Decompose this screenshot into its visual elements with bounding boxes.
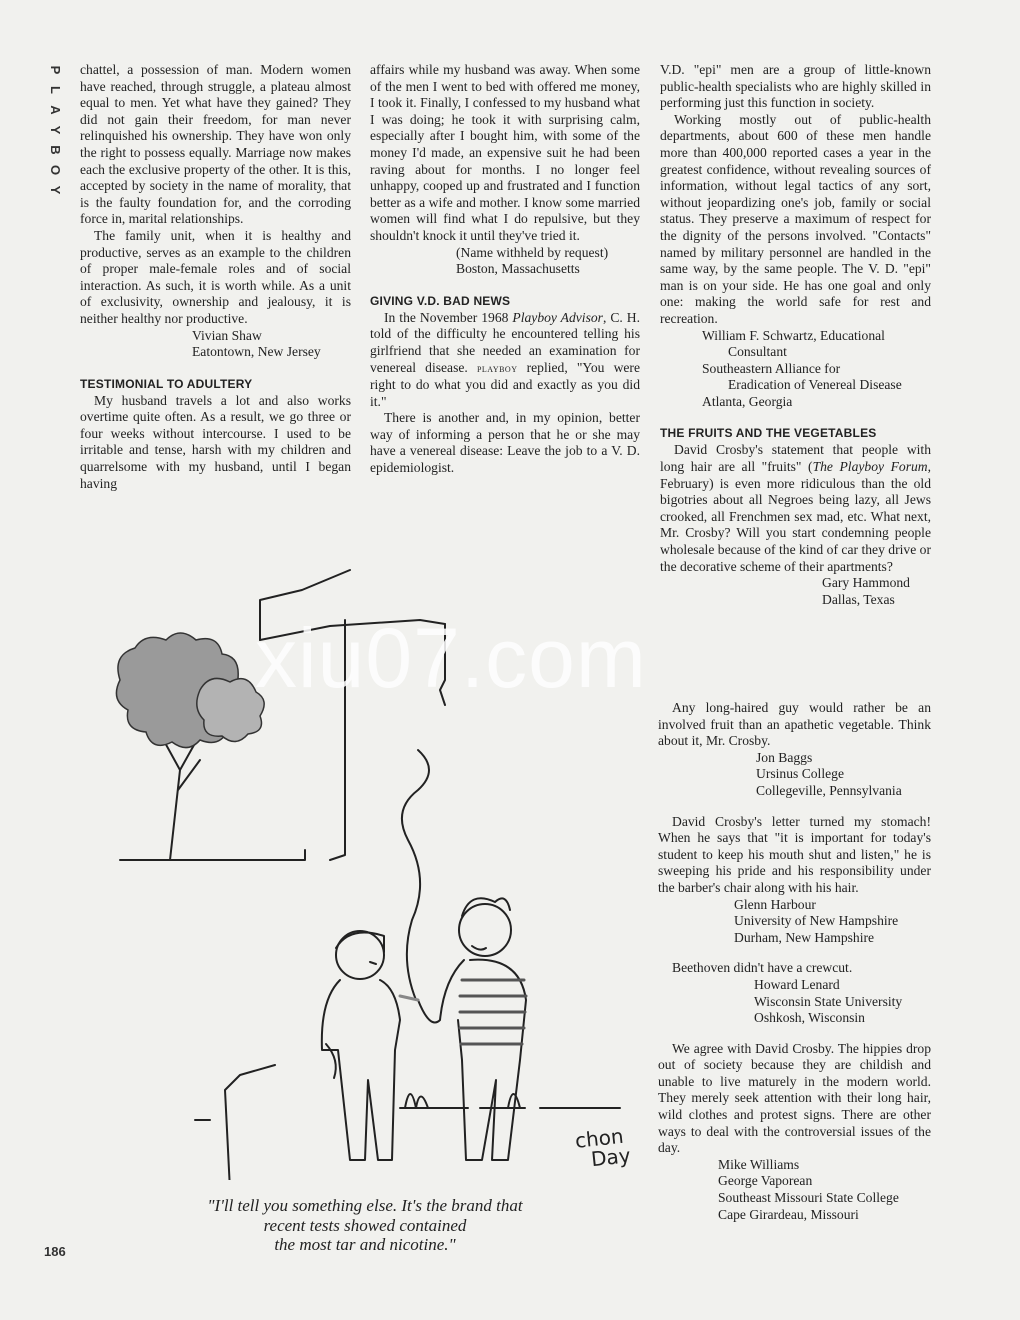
signature-word: chon bbox=[573, 1123, 625, 1153]
signature-place: Durham, New Hampshire bbox=[734, 929, 875, 945]
signature-line: Southeast Missouri State College bbox=[718, 1190, 899, 1206]
signature-name: George Vaporean bbox=[718, 1173, 813, 1189]
caption-line: recent tests showed contained bbox=[263, 1215, 467, 1235]
letter-signature bbox=[660, 328, 931, 411]
signature-place: Collegeville, Pennsylvania bbox=[756, 782, 902, 798]
signature-word: Day bbox=[589, 1143, 632, 1172]
tree-foliage bbox=[116, 633, 264, 748]
side-title-letter: A bbox=[48, 105, 63, 115]
right-kid-hair bbox=[462, 898, 510, 916]
text-run: replied, "You were right to do what you did and exactly as you did it." bbox=[370, 359, 640, 409]
signature-line: Consultant bbox=[728, 344, 787, 360]
letter-signature bbox=[80, 328, 351, 361]
right-kid-body bbox=[458, 960, 526, 1160]
signature-place: Dallas, Texas bbox=[822, 591, 895, 607]
cartoon-caption bbox=[130, 1196, 600, 1255]
text-run: , February) is even more ridiculous than the old bigotries about all Negroes being lazy, all Jews crooked, all Frenchmen sex mad, etc. What next, Mr. Crosby? Will you start condemning people wholesale because of the kind of car they drive or the decorative scheme of their apartments? bbox=[660, 459, 932, 574]
column-1 bbox=[80, 62, 351, 492]
cartoonist-signature bbox=[574, 1125, 631, 1170]
left-kid-body bbox=[322, 980, 400, 1160]
letter-signature bbox=[658, 1157, 931, 1223]
signature-line: Wisconsin State University bbox=[754, 993, 903, 1009]
text-run: In the November 1968 bbox=[384, 309, 513, 325]
signature-line: William F. Schwartz, Educational bbox=[702, 327, 885, 343]
side-title-letter: Y bbox=[48, 125, 63, 135]
signature-place: Boston, Massachusetts bbox=[456, 261, 580, 277]
signature-place: Cape Girardeau, Missouri bbox=[718, 1206, 859, 1222]
letter-paragraph: Any long-haired guy would rather be an involved fruit than an apathetic vegetable. Think about it, Mr. Crosby. bbox=[658, 700, 931, 749]
signature-line: Atlanta, Georgia bbox=[702, 393, 793, 409]
watermark-text: xiu07.com bbox=[255, 611, 647, 705]
letter-paragraph: My husband travels a lot and also works overtime quite often. As a result, we go three or four weeks without intercourse. I used to be irritable and tense, harsh with my children and quarrelsome with my husband, until I began having bbox=[80, 392, 351, 491]
italic-title: Playboy Advisor bbox=[512, 309, 603, 325]
section-heading: THE FRUITS AND THE VEGETABLES bbox=[660, 426, 877, 441]
letter-paragraph: affairs while my husband was away. When some of the men I went to bed with offered me money, I took it. Finally, I confessed to my husband what I was doing; he took it with surprising calm, especially after I bought him, with some of the money I'd made, an expensive suit he had been raving about for months. I no longer feel unhappy, cooped up and frustrated and I function better as a wife and mother. I know some married women will find what I do repulsive, but they shouldn't knock it until they've tried it. bbox=[370, 62, 640, 243]
side-title-letter: P bbox=[48, 65, 63, 75]
letter-signature bbox=[660, 575, 931, 608]
letter-paragraph: The family unit, when it is healthy and productive, serves as an example to the children of proper male-female roles and of social interaction. As such, it is worth while. As a unit of exclusivity, ownership and jealousy, it is neither healthy nor productive. bbox=[80, 227, 351, 326]
side-title-letter: O bbox=[48, 164, 63, 176]
caption-line: the most tar and nicotine." bbox=[274, 1235, 456, 1254]
signature-name: Jon Baggs bbox=[756, 749, 813, 765]
letter-paragraph: David Crosby's letter turned my stomach! When he says that "it is important for today's student to keep his mouth shut and listen," he is sweeping his pride and his responsibility under the barber's chair along with his hair. bbox=[658, 813, 931, 895]
letter-paragraph: V.D. "epi" men are a group of little-known public-health specialists who are highly skilled in performing just this function in society. bbox=[660, 62, 931, 111]
cigarette-smoke bbox=[402, 750, 429, 1000]
left-kid-cap bbox=[336, 932, 384, 952]
section-heading: TESTIMONIAL TO ADULTERY bbox=[80, 376, 253, 391]
letter-paragraph: Working mostly out of public-health departments, about 600 of these men handle more than 400,000 reported cases a year in the greatest confidence, without revealing sources of information, without legal tactics of any sort, without jeopardizing one's job, family or social status. They preserve a maximum of respect for the dignity of the persons involved. "Contacts" named by military personnel are handled in the same way, by the same people. The V. D. "epi" man is on your side. He has one goal and only one: making the world safe for rest and recreation. bbox=[660, 111, 931, 326]
text-run: David Crosby's statement that people with long hair are all "fruits" ( bbox=[660, 442, 931, 475]
letter-paragraph: chattel, a possession of man. Modern women have reached, through struggle, a plateau almost equal to men. Yet what have they gained? They did not gain their freedom, for man never relinquished his ownership. They have won only the right to possess equally. Marriage now makes each the exclusive property of the other. It is this, accepted by society in the name of morality, that is the faulty foundation for, and the corroding force in, marital relationships. bbox=[80, 62, 351, 227]
side-title-letter: Y bbox=[48, 185, 63, 195]
side-title-letter: L bbox=[48, 86, 63, 94]
letter-signature bbox=[658, 750, 931, 800]
signature-name: Gary Hammond bbox=[822, 575, 910, 591]
column-3 bbox=[660, 62, 931, 608]
letter-paragraph: Beethoven didn't have a crewcut. bbox=[672, 960, 853, 976]
letter-signature bbox=[658, 977, 931, 1027]
signature-name: Mike Williams bbox=[718, 1156, 800, 1172]
signature-line: University of New Hampshire bbox=[734, 913, 899, 929]
letter-paragraph: There is another and, in my opinion, better way of informing a person that he or she may have a venereal disease: Leave the job to a V. D. epidemiologist. bbox=[370, 410, 640, 476]
right-kid-arm bbox=[418, 960, 464, 1023]
signature-name: Howard Lenard bbox=[754, 976, 840, 992]
signature-place: Eatontown, New Jersey bbox=[192, 344, 321, 360]
section-heading: GIVING V.D. BAD NEWS bbox=[370, 293, 511, 308]
column-2 bbox=[370, 62, 640, 477]
signature-line: Southeastern Alliance for bbox=[702, 360, 841, 376]
letter-signature bbox=[658, 897, 931, 947]
letter-paragraph bbox=[660, 442, 931, 575]
letter-paragraph bbox=[370, 310, 640, 411]
side-title-letters bbox=[46, 60, 64, 200]
italic-title: The Playboy Forum bbox=[812, 459, 928, 475]
caption-line: "I'll tell you something else. It's the brand that bbox=[207, 1196, 523, 1215]
signature-name: Glenn Harbour bbox=[734, 896, 816, 912]
signature-place: Oshkosh, Wisconsin bbox=[754, 1010, 865, 1026]
page-number: 186 bbox=[44, 1244, 66, 1259]
signature-name: (Name withheld by request) bbox=[456, 244, 609, 260]
small-caps-name: playboy bbox=[476, 362, 518, 375]
letter-signature bbox=[370, 245, 640, 278]
building-base bbox=[120, 850, 305, 860]
magazine-side-title bbox=[46, 60, 64, 200]
signature-line: Eradication of Venereal Disease bbox=[728, 377, 902, 393]
column-3-continued bbox=[658, 700, 931, 1223]
letter-paragraph: We agree with David Crosby. The hippies drop out of society because they are childish and unable to live maturely in the modern world. They merely seek attention with their long hair, wild clothes and protest signs. There are other ways to deal with the controversial issues of the day. bbox=[658, 1040, 931, 1156]
signature-name: Vivian Shaw bbox=[192, 327, 262, 343]
text-run: , C. H. told of the difficulty he encountered telling his girlfriend that she needed an examination for venereal disease. bbox=[370, 309, 640, 375]
side-title-letter: B bbox=[48, 145, 63, 155]
signature-line: Ursinus College bbox=[756, 766, 844, 782]
